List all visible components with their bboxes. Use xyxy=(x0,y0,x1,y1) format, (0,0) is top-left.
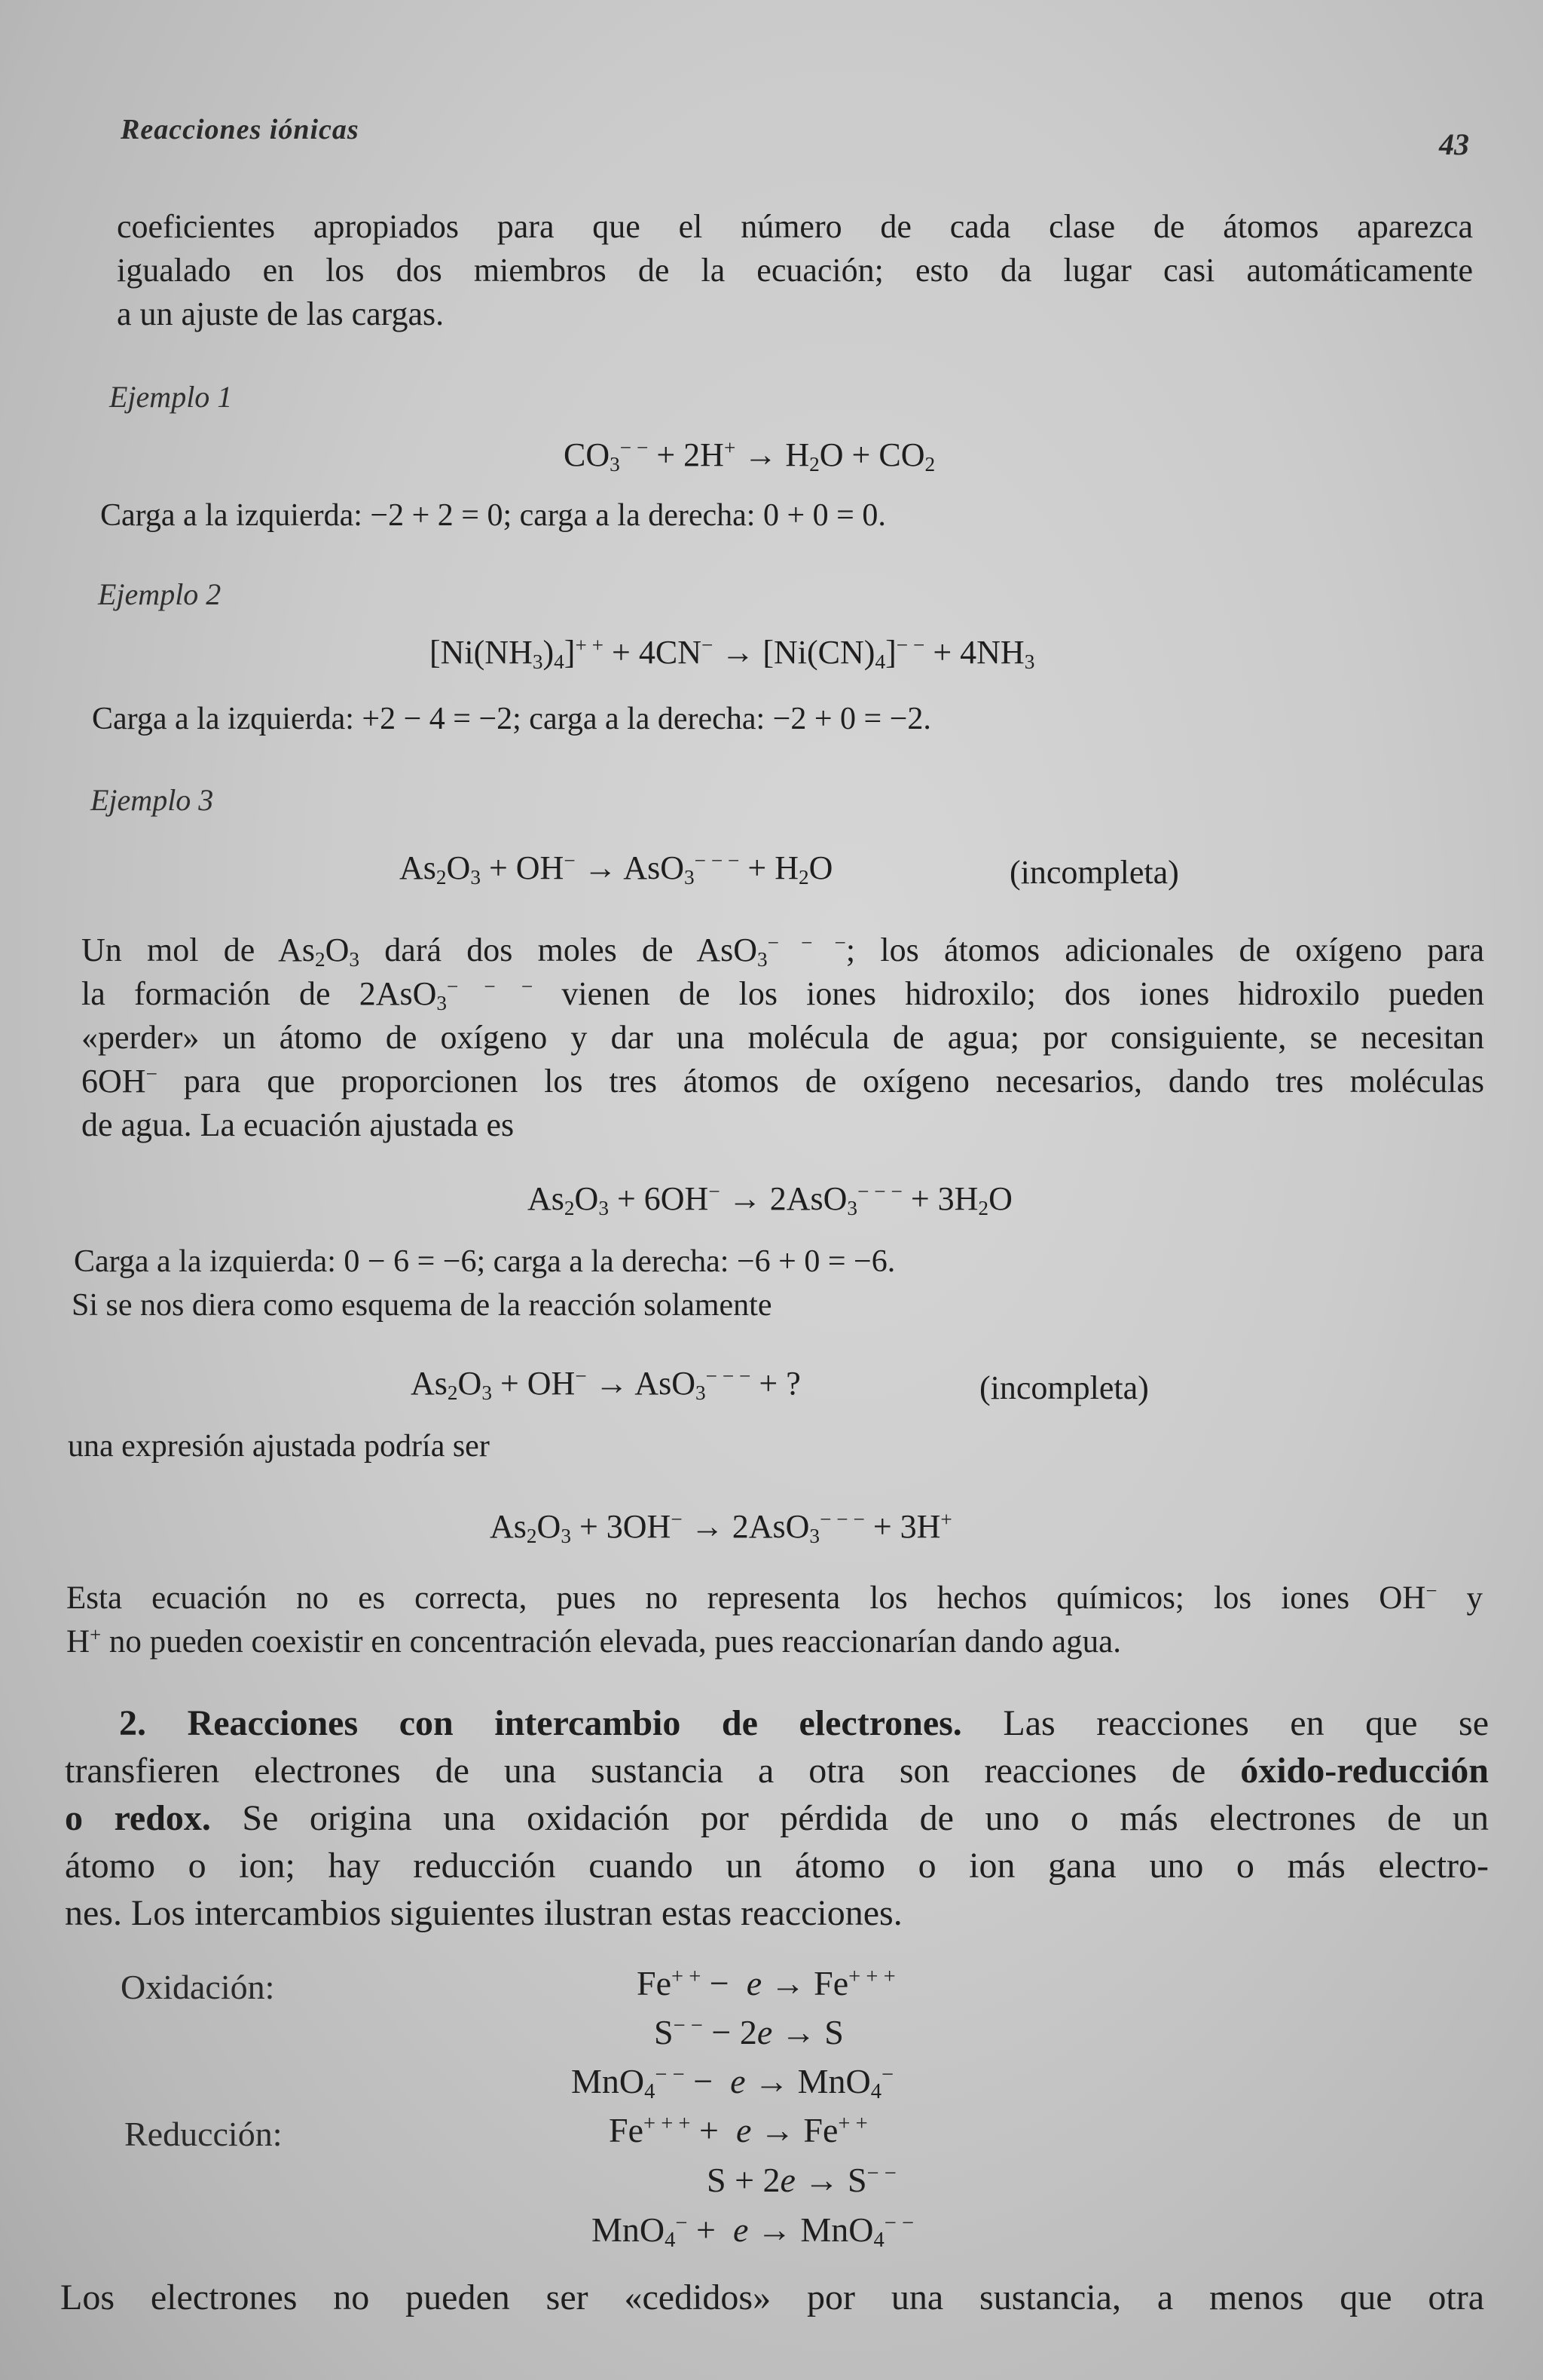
final-paragraph xyxy=(60,2276,1484,2320)
example-1-label: Ejemplo 1 xyxy=(109,380,233,414)
section-title: Reacciones con intercambio de electrones. xyxy=(187,1703,962,1743)
reduction-eq-1: Fe+ + + + e → Fe+ + xyxy=(609,2111,868,2149)
text-line: «perder» un átomo de oxígeno y dar una molécula de agua; por consiguiente, se necesitan xyxy=(81,1019,1484,1056)
adjusted-intro: una expresión ajustada podría ser xyxy=(68,1429,490,1464)
text-line: nes. Los intercambios siguientes ilustran estas reacciones. xyxy=(65,1893,903,1933)
text-line: Los electrones no pueden ser «cedidos» por una sustancia, a menos que otra xyxy=(60,2278,1484,2317)
text-line: coeficientes apropiados para que el número de cada clase de átomos aparezca xyxy=(117,208,1473,245)
reduction-eq-2: S + 2e → S− − xyxy=(707,2161,897,2199)
text-line: 2. Reacciones con intercambio de electrones. Las reacciones en que se xyxy=(119,1703,1490,1743)
text-line: la formación de 2AsO$_3$− − − vienen de los iones hidroxilo; dos iones hidroxilo pueden xyxy=(81,975,1484,1014)
text-line: 6OH− para que proporcionen los tres átomos de oxígeno necesarios, dando tres moléculas xyxy=(81,1063,1484,1100)
text-line: H+ no pueden coexistir en concentración elevada, pues reaccionarían dando agua. xyxy=(66,1623,1121,1660)
text-line: de agua. La ecuación ajustada es xyxy=(81,1106,515,1143)
incomplete-tag-2: (incompleta) xyxy=(979,1369,1149,1406)
text-line: o redox. Se origina una oxidación por pérdida de uno o más electrones de un xyxy=(65,1798,1490,1838)
text-line: transfieren electrones de una sustancia a otra son reacciones de óxido-reducción xyxy=(65,1751,1489,1791)
alt-equation: $As_2O_3 + 3OH^- \to 2AsO_3^{- - -} + 3H^+$ xyxy=(490,1508,952,1547)
oxidation-eq-3: MnO$_4$− − − e → MnO$_4$− xyxy=(571,2062,894,2104)
reduction-eq-3: MnO$_4$− + e → MnO$_4$− − xyxy=(591,2210,915,2253)
example-2-charge: Carga a la izquierda: +2 − 4 = −2; carga a la derecha: −2 + 0 = −2. xyxy=(92,702,931,736)
text-line: Un mol de $As_2O_3$ dará dos moles de AsO$_3$− − −; los átomos adicionales de oxígeno para xyxy=(81,932,1484,971)
example-3-label: Ejemplo 3 xyxy=(90,783,214,817)
example-3-paragraph xyxy=(81,928,1484,1147)
example-1-equation: $CO_3^{- -} + 2H^+ \to H_2O + CO_2$ xyxy=(564,436,936,476)
adjusted-equation: $As_2O_3 + 6OH^- \to 2AsO_3^{- - -} + 3H_2O$ xyxy=(527,1180,1013,1219)
incomplete-tag: (incompleta) xyxy=(1010,854,1179,891)
example-3-charge: Carga a la izquierda: 0 − 6 = −6; carga a la derecha: −6 + 0 = −6. xyxy=(74,1244,896,1279)
example-3-equation: $As_2O_3 + OH^- \to AsO_3^{- - -} + H_2O$ xyxy=(399,849,833,889)
text-line: a un ajuste de las cargas. xyxy=(117,295,445,332)
scheme-equation: $As_2O_3 + OH^- \to AsO_3^{- - -}$ + ? xyxy=(411,1365,801,1404)
section-number: 2. xyxy=(119,1703,146,1743)
page-number: 43 xyxy=(1439,127,1469,161)
example-1-charge: Carga a la izquierda: −2 + 2 = 0; carga a la derecha: 0 + 0 = 0. xyxy=(100,498,886,533)
reduction-label: Reducción: xyxy=(124,2115,283,2153)
text-line: átomo o ion; hay reducción cuando un átomo o ion gana uno o más electro- xyxy=(65,1846,1489,1886)
running-title: Reacciones iónicas xyxy=(121,114,359,145)
text-line: igualado en los dos miembros de la ecuación; esto da lugar casi automáticamente xyxy=(117,252,1473,289)
text-line: Esta ecuación no es correcta, pues no representa los hechos químicos; los iones OH− y xyxy=(66,1579,1483,1616)
oxidation-eq-1: Fe+ + − e → Fe+ + + xyxy=(637,1964,896,2002)
intro-paragraph xyxy=(117,205,1473,336)
scheme-intro: Si se nos diera como esquema de la reacción solamente xyxy=(72,1288,772,1323)
example-2-label: Ejemplo 2 xyxy=(98,577,222,611)
example-2-equation: $[Ni(NH_3)_4]^{+ +} + 4CN^- \to [Ni(CN)_4]^{- -} + 4NH_3$ xyxy=(429,634,1035,673)
oxidation-label: Oxidación: xyxy=(121,1968,275,2006)
oxidation-eq-2: S− − − 2e → S xyxy=(654,2013,844,2051)
note-paragraph xyxy=(66,1577,1483,1664)
section-2-paragraph xyxy=(65,1699,1489,1937)
